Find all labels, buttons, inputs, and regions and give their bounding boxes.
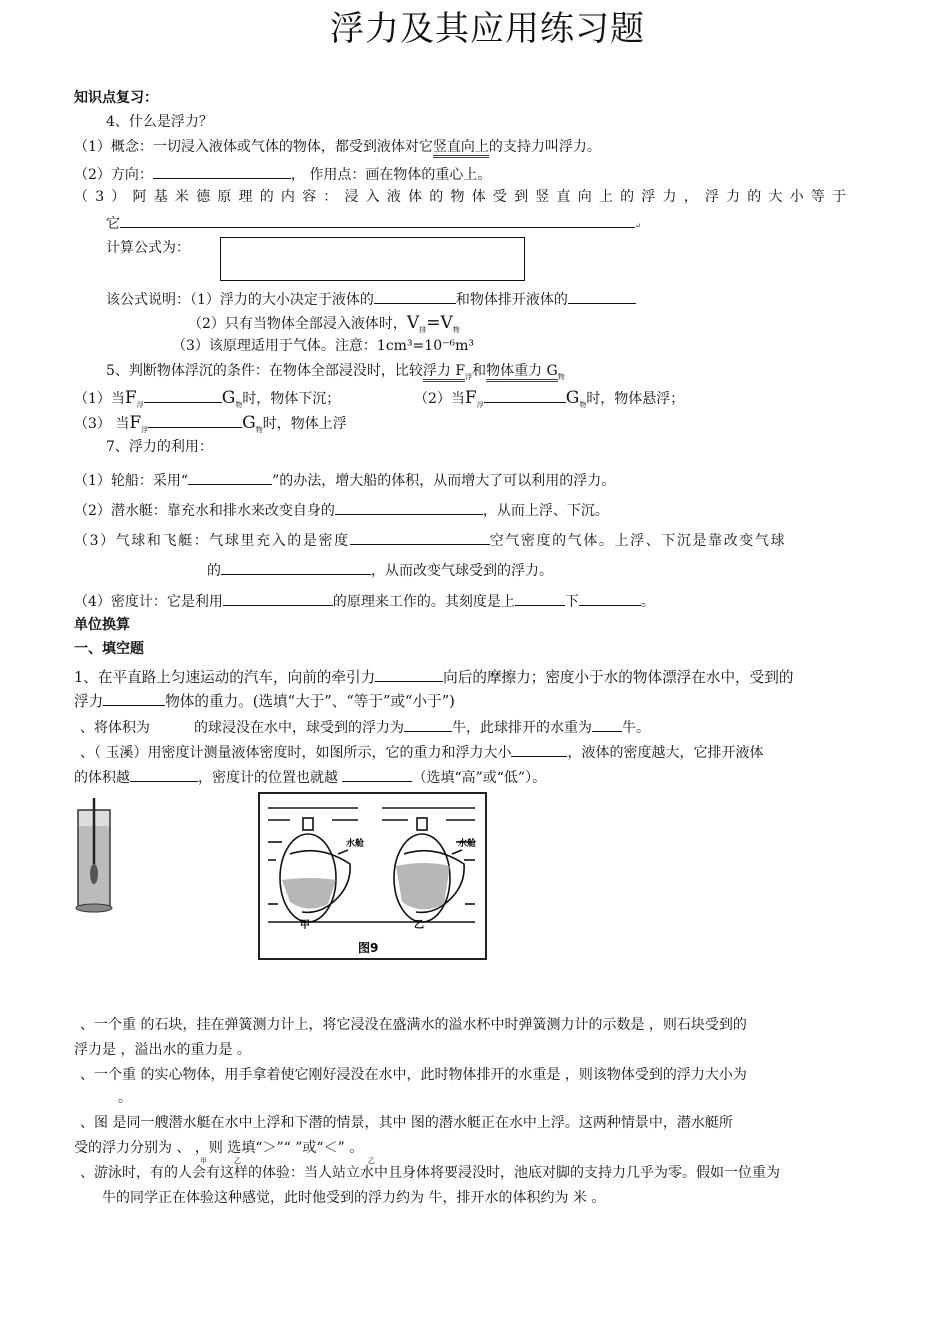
concept-line: （1）概念：一切浸入液体或气体的物体，都受到液体对它竖直向上的支持力叫浮力。 <box>74 139 601 157</box>
formula-label: 计算公式为： <box>106 240 190 256</box>
figure-9 <box>258 792 487 960</box>
problem-6-sub-1: 甲 <box>200 1157 207 1165</box>
units-heading: 单位换算 <box>74 617 130 633</box>
problem-4-line-1: 、一个重 的石块，挂在弹簧测力计上，将它浸没在盛满水的溢水杯中时弹簧测力计的示数是 ，则石块受到的 <box>80 1017 747 1033</box>
problem-7-line-2: 牛的同学正在体验这种感觉，此时他受到的浮力约为 牛，排开水的体积约为 米 。 <box>102 1190 606 1206</box>
blank-ship[interactable] <box>188 470 272 485</box>
problem-4-line-2: 浮力是 ，溢出水的重力是 。 <box>74 1042 251 1058</box>
q7-heading: 7、浮力的利用： <box>106 439 213 455</box>
figure-caption: 图9 <box>358 941 379 955</box>
problem-6-line-2: 受的浮力分别为 、 ，则 选填“＞”“ ”或“＜” 。 <box>74 1140 364 1156</box>
problem-5-line-2: 。 <box>118 1090 132 1106</box>
explain-1: 该公式说明：（1）浮力的大小决定于液体的 和物体排开液体的 <box>106 289 636 310</box>
problem-6-line-1: 、图 是同一艘潜水艇在水中上浮和下潜的情景，其中 图的潜水艇正在水中上浮。这两种情景中，潜水艇所 <box>80 1115 733 1131</box>
blank-c1[interactable] <box>144 388 222 403</box>
blank-p2-b[interactable] <box>592 717 622 732</box>
blank-liquid[interactable] <box>374 289 456 304</box>
q5-line: 5、判断物体浮沉的条件：在物体全部浸没时，比较浮力 $F_浮$和物体重力 $G_物$ <box>106 363 565 381</box>
use-ship: （1）轮船：采用“ ”的办法，增大船的体积，从而增大了可以利用的浮力。 <box>74 470 615 491</box>
use-balloon-2: 的 ，从而改变气球受到的浮力。 <box>207 560 553 581</box>
problem-5-line-1: 、一个重 的实心物体，用手拿着使它刚好浸没在水中，此时物体排开的水重是 ，则该物体受到的浮力大小为 <box>80 1067 747 1083</box>
q4-heading: 4、什么是浮力？ <box>106 114 213 130</box>
archimedes-line-1: （3）阿基米德原理的内容：浸入液体的物体受到竖直向上的浮力，浮力的大小等于 <box>74 189 854 205</box>
blank-balloon[interactable] <box>221 560 371 575</box>
blank-p3-b[interactable] <box>130 767 198 782</box>
blank-bottom[interactable] <box>579 591 641 606</box>
hydrometer-cylinder-image <box>74 796 114 914</box>
problem-2: 、将体积为 的球浸没在水中，球受到的浮力为 牛，此球排开的水重为 牛。 <box>80 717 650 738</box>
blank-displaced[interactable] <box>568 289 636 304</box>
blank-p3-c[interactable] <box>342 767 412 782</box>
explain-2: （2）只有当物体全部浸入液体时，$V_排=V_物$ <box>188 313 460 334</box>
blank-submarine[interactable] <box>335 500 483 515</box>
problem-6-sub-3: 乙 <box>368 1157 375 1165</box>
blank-direction[interactable] <box>153 164 291 179</box>
use-hydrometer: （4）密度计：它是利用 的原理来工作的。其刻度是上 下 。 <box>74 591 655 612</box>
use-balloon: （3）气球和飞艇：气球里充入的是密度 空气密度的气体。上浮、下沉是靠改变气球 <box>74 530 786 551</box>
label-yi: 乙 <box>414 920 424 931</box>
use-submarine: （2）潜水艇：靠充水和排水来改变自身的 ，从而上浮、下沉。 <box>74 500 609 521</box>
label-water-tank-a: 水舱 <box>346 839 365 849</box>
condition-2: （2）当$F_浮$ $G_物$时，物体悬浮； <box>414 388 685 409</box>
review-heading: 知识点复习： <box>74 90 158 106</box>
problem-1-line-2: 浮力 物体的重力。(选填“大于”、“等于”或“小于”) <box>74 693 455 710</box>
blank-p1-a[interactable] <box>375 667 443 682</box>
explain-3: （3）该原理适用于气体。注意：1cm³=10⁻⁶m³ <box>172 338 474 354</box>
problem-1-line-1: 1、在平直路上匀速运动的汽车，向前的牵引力 向后的摩擦力；密度小于水的物体漂浮在水中，受到的 <box>74 669 794 686</box>
submarine-diagram <box>260 794 485 958</box>
problem-3-line-2: 的体积越 ，密度计的位置也就越 （选填“高”或“低”）。 <box>74 767 546 788</box>
blank-c2[interactable] <box>484 388 566 403</box>
blank-p1-b[interactable] <box>103 691 165 706</box>
formula-box[interactable] <box>220 237 525 281</box>
blank-p2-a[interactable] <box>404 717 452 732</box>
problem-3-line-1: 、（ 玉溪）用密度计测量液体密度时，如图所示，它的重力和浮力大小 ，液体的密度越大，它排开液体 <box>80 742 763 763</box>
blank-c3[interactable] <box>148 413 242 428</box>
blank-hydrometer[interactable] <box>223 591 333 606</box>
problem-7-line-1: 、游泳时，有的人会有这样的体验：当人站立水中且身体将要浸没时，池底对脚的支持力几乎为零。假如一位重为 <box>80 1165 780 1181</box>
archimedes-line-2: 它 ↵ <box>106 213 641 234</box>
blank-p3-a[interactable] <box>511 742 567 757</box>
fill-heading: 一、填空题 <box>74 641 144 657</box>
blank-archimedes[interactable] <box>120 213 635 228</box>
label-water-tank-b: 水舱 <box>458 839 477 849</box>
condition-3: （3） 当$F_浮$ $G_物$时，物体上浮 <box>74 413 347 434</box>
blank-balloon-density[interactable] <box>350 530 490 545</box>
direction-line: （2）方向： ， 作用点：画在物体的重心上。 <box>74 164 491 185</box>
page-title: 浮力及其应用练习题 <box>330 9 645 49</box>
problem-6-sub-2: 乙 <box>234 1157 241 1165</box>
blank-top[interactable] <box>515 591 565 606</box>
label-jia: 甲 <box>300 920 310 931</box>
condition-1: （1）当$F_浮$ $G_物$时，物体下沉； <box>74 388 341 409</box>
